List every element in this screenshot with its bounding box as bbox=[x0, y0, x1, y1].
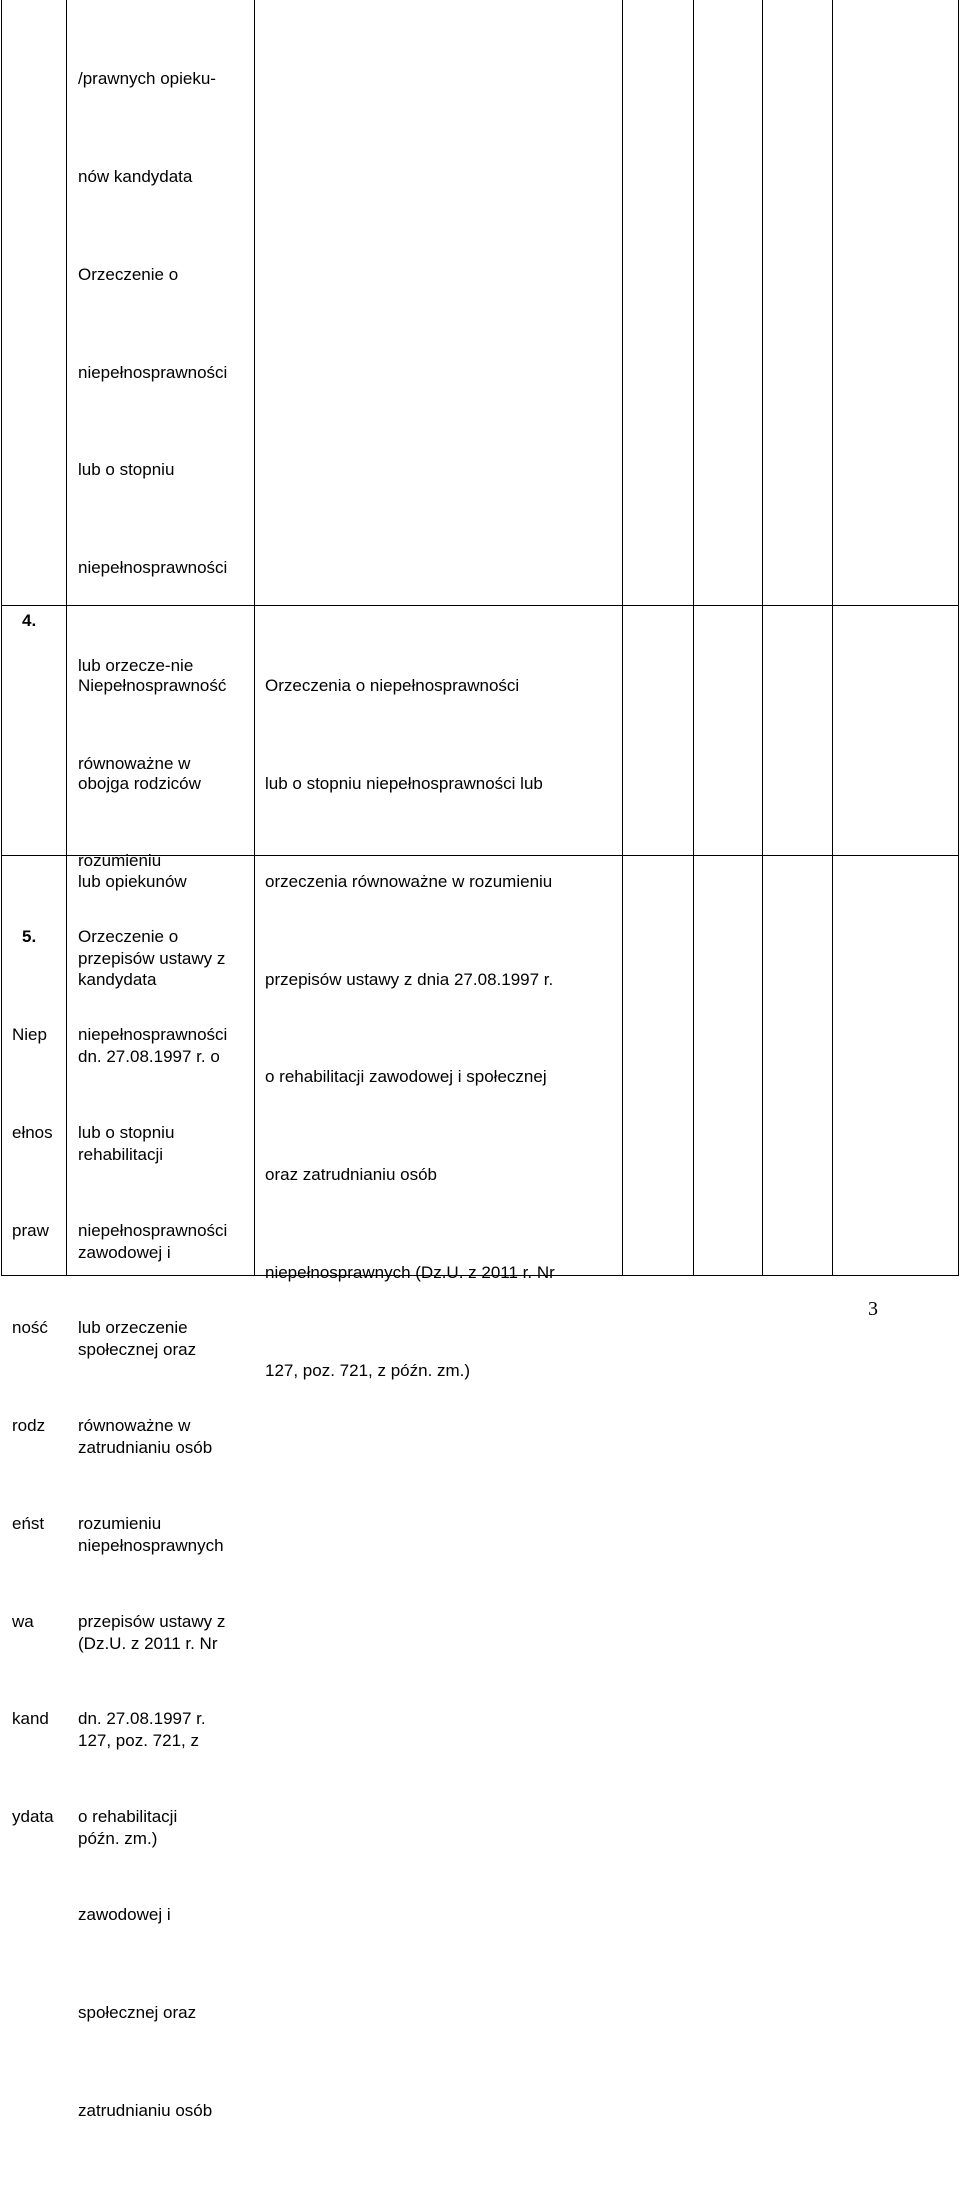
row-4-number: 4. bbox=[22, 611, 37, 630]
text-line: kandydata bbox=[78, 969, 157, 989]
text-line: lub o stopniu bbox=[78, 460, 175, 480]
text-line: równoważne w bbox=[78, 1416, 191, 1436]
text-line: zatrudnianiu osób bbox=[78, 1438, 213, 1458]
text-line: Niep bbox=[12, 1024, 47, 1044]
text-line: społecznej oraz bbox=[78, 2002, 197, 2022]
text-line: niepełnosprawnych bbox=[78, 1535, 224, 1555]
text-line: lub opiekunów bbox=[78, 871, 187, 891]
text-line: lub o stopniu niepełnosprawności lub bbox=[265, 773, 543, 793]
row-number: 5. bbox=[22, 927, 37, 947]
text-line: oraz zatrudnianiu osób bbox=[265, 1165, 438, 1185]
row-4-documents bbox=[265, 605, 555, 1452]
text-line: o rehabilitacji bbox=[78, 1807, 178, 1827]
text-line: obojga rodziców bbox=[78, 773, 201, 793]
text-line: ełnos bbox=[12, 1122, 53, 1142]
text-line: rozumieniu bbox=[78, 851, 162, 871]
text-line: niepełnosprawności bbox=[78, 1024, 228, 1044]
text-line: wa bbox=[12, 1611, 34, 1631]
text-line: /prawnych opieku- bbox=[78, 69, 216, 89]
text-line: niepełnosprawnych (Dz.U. z 2011 r. Nr bbox=[265, 1262, 555, 1282]
text-line: przepisów ustawy z bbox=[78, 1611, 226, 1631]
text-line: 127, poz. 721, z późn. zm.) bbox=[265, 1360, 471, 1380]
text-line: orzeczenia równoważne w rozumieniu bbox=[265, 871, 553, 891]
text-line: zawodowej i bbox=[78, 1242, 171, 1262]
text-line: nów kandydata bbox=[78, 166, 193, 186]
text-line: (Dz.U. z 2011 r. Nr bbox=[78, 1633, 218, 1653]
text-line: niepełnosprawności bbox=[78, 558, 228, 578]
text-line: lub orzeczenie bbox=[78, 1318, 188, 1338]
text-line: Orzeczenie o bbox=[78, 264, 179, 284]
text-line: niepełnosprawności bbox=[78, 1220, 228, 1240]
text-line: późn. zm.) bbox=[78, 1829, 158, 1849]
text-line: Niepełnosprawność bbox=[78, 676, 227, 696]
row-5-number bbox=[12, 856, 54, 1899]
page-number: 3 bbox=[868, 1298, 878, 1320]
grid-line bbox=[1, 0, 2, 1276]
text-line: rehabilitacji bbox=[78, 1144, 164, 1164]
grid-line bbox=[832, 0, 833, 1276]
text-line: lub orzecze-nie bbox=[78, 655, 194, 675]
text-line: Orzeczenia o niepełnosprawności bbox=[265, 676, 520, 696]
grid-line bbox=[693, 0, 694, 1276]
text-line: lub o stopniu bbox=[78, 1122, 175, 1142]
text-line: praw bbox=[12, 1220, 49, 1240]
text-line: rozumieniu bbox=[78, 1513, 162, 1533]
text-line: Orzeczenie o bbox=[78, 927, 179, 947]
text-line: przepisów ustawy z dnia 27.08.1997 r. bbox=[265, 969, 554, 989]
text-line: dn. 27.08.1997 r. bbox=[78, 1709, 206, 1729]
text-line: eńst bbox=[12, 1513, 45, 1533]
text-line: zatrudnianiu osób bbox=[78, 2100, 213, 2120]
text-line: 127, poz. 721, z bbox=[78, 1731, 199, 1751]
grid-line bbox=[254, 0, 255, 1276]
text-line: ydata bbox=[12, 1807, 54, 1827]
grid-line bbox=[958, 0, 959, 1276]
text-line: o rehabilitacji zawodowej i społecznej bbox=[265, 1067, 547, 1087]
grid-line bbox=[66, 0, 67, 1276]
text-line: rodz bbox=[12, 1416, 46, 1436]
grid-line bbox=[762, 0, 763, 1276]
text-line: społecznej oraz bbox=[78, 1340, 197, 1360]
text-line: ność bbox=[12, 1318, 48, 1338]
text-line: równoważne w bbox=[78, 753, 191, 773]
text-line: niepełnosprawności bbox=[78, 362, 228, 382]
text-line: przepisów ustawy z bbox=[78, 949, 226, 969]
text-line: kand bbox=[12, 1709, 49, 1729]
grid-line bbox=[622, 0, 623, 1276]
text-line: zawodowej i bbox=[78, 1905, 171, 1924]
row-5-criterion bbox=[78, 856, 227, 2192]
text-line: dn. 27.08.1997 r. o bbox=[78, 1047, 220, 1066]
